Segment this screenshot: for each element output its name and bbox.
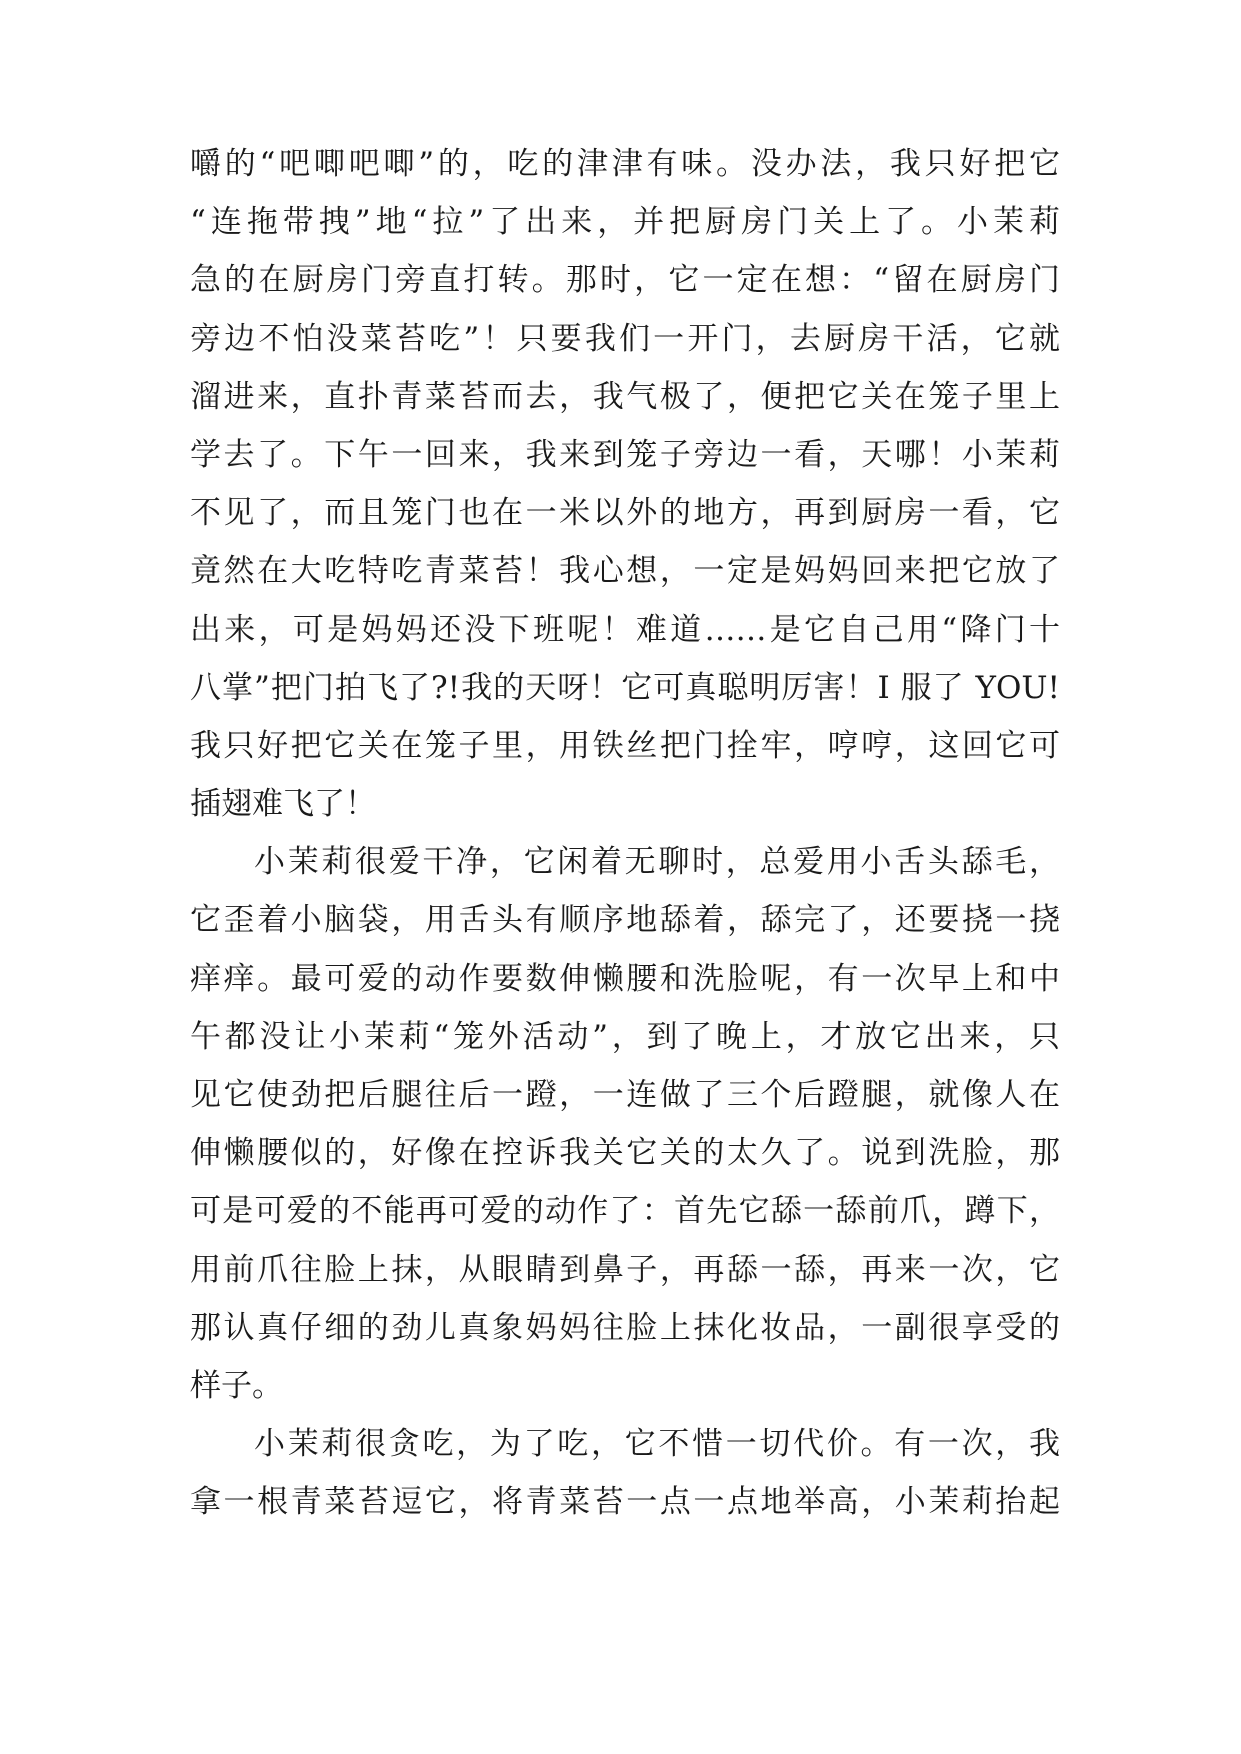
text-line: 八掌”把门拍飞了?!我的天呀！它可真聪明厉害！I 服了 YOU! xyxy=(190,669,1060,706)
text-line: 竟然在大吃特吃青菜苔！我心想，一定是妈妈回来把它放了 xyxy=(190,553,1060,590)
text-line: 它歪着小脑袋，用舌头有顺序地舔着，舔完了，还要挠一挠 xyxy=(190,902,1060,939)
paragraph-first-line: 小茉莉很贪吃，为了吃，它不惜一切代价。有一次，我 xyxy=(254,1426,1060,1463)
text-line: 嚼的“吧唧吧唧”的，吃的津津有味。没办法，我只好把它 xyxy=(190,146,1060,182)
text-line: 我只好把它关在笼子里，用铁丝把门拴牢，哼哼，这回它可 xyxy=(190,727,1060,764)
text-line: 出来，可是妈妈还没下班呢！难道……是它自己用“降门十 xyxy=(190,611,1060,648)
text-line: 痒痒。最可爱的动作要数伸懒腰和洗脸呢，有一次早上和中 xyxy=(190,960,1060,997)
text-line: 见它使劲把后腿往后一蹬，一连做了三个后蹬腿，就像人在 xyxy=(190,1077,1060,1113)
text-line: 拿一根青菜苔逗它，将青菜苔一点一点地举高，小茉莉抬起 xyxy=(190,1484,1060,1521)
text-line: 旁边不怕没菜苔吃”！只要我们一开门，去厨房干活，它就 xyxy=(190,320,1060,357)
text-line: 学去了。下午一回来，我来到笼子旁边一看，天哪！小茉莉 xyxy=(190,436,1060,473)
text-line: 可是可爱的不能再可爱的动作了：首先它舔一舔前爪，蹲下， xyxy=(190,1193,1060,1230)
text-line: 那认真仔细的劲儿真象妈妈往脸上抹化妆品，一副很享受的 xyxy=(190,1309,1060,1346)
text-line: 午都没让小茉莉“笼外活动”，到了晚上，才放它出来，只 xyxy=(190,1018,1060,1055)
text-line: “连拖带拽”地“拉”了出来，并把厨房门关上了。小茉莉 xyxy=(190,204,1060,241)
paragraph-first-line: 小茉莉很爱干净，它闲着无聊时，总爱用小舌头舔毛， xyxy=(254,844,1060,881)
text-line: 用前爪往脸上抹，从眼睛到鼻子，再舔一舔，再来一次，它 xyxy=(190,1251,1060,1288)
text-line: 溜进来，直扑青菜苔而去，我气极了，便把它关在笼子里上 xyxy=(190,378,1060,415)
text-line: 样子。 xyxy=(190,1367,283,1404)
text-line: 不见了，而且笼门也在一米以外的地方，再到厨房一看，它 xyxy=(190,495,1060,532)
text-line: 急的在厨房门旁直打转。那时，它一定在想：“留在厨房门 xyxy=(190,262,1060,299)
text-line: 插翅难飞了！ xyxy=(190,786,376,823)
text-line: 伸懒腰似的，好像在控诉我关它关的太久了。说到洗脸，那 xyxy=(190,1135,1060,1172)
body-text xyxy=(190,135,1060,1532)
